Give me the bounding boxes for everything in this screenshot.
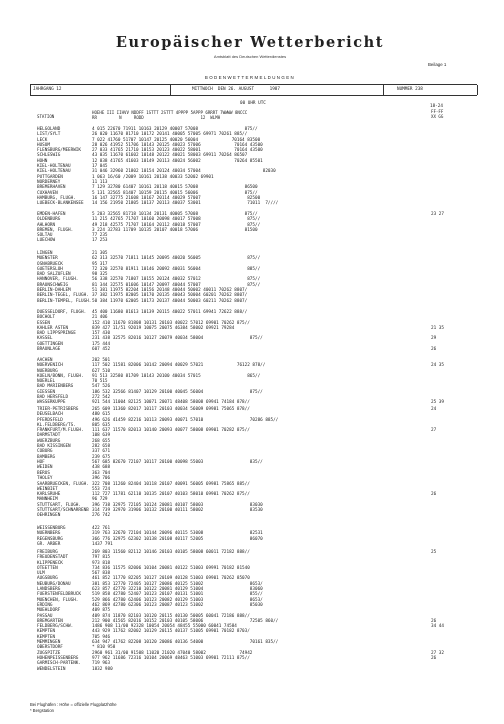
station-data: 623 857 42770 32210 10122 20081 40129 51004 83060 xyxy=(92,587,263,593)
station-data: 553 724 xyxy=(92,486,111,492)
station-name: FRANKFURT/M.FLUGH. xyxy=(37,428,84,434)
station-data: 627 510 xyxy=(92,368,111,374)
station-data: 112 727 11781 62110 10135 20107 40103 58010 69901 70262 875// xyxy=(92,492,250,498)
station-data: 14 156 21950 21805 10137 20113 40037 53001 71011 7//// xyxy=(92,201,279,207)
station-data: 529 866 42780 62406 10123 20082 40129 51003 8653/ xyxy=(92,597,263,603)
station-name: NEUBURG/DONAU xyxy=(37,581,71,587)
station-name: EMDEN-HAFEN xyxy=(37,212,66,217)
station-data: 2960 961 31/00 91508 11020 21020 47040 58002 74942 xyxy=(92,650,253,656)
station-data: 973 818 xyxy=(92,560,111,566)
station-data: 21 406 xyxy=(92,315,108,321)
station-name: NUERNBERG xyxy=(37,531,61,537)
station-data: 839 427 11/51 92019 10075 20075 46384 58002 69921 79284 xyxy=(92,325,235,331)
station-data: 314 739 32970 31906 10132 20100 40111 58002 83530 xyxy=(92,508,263,514)
station-name: BAD KISSINGEN xyxy=(37,444,71,450)
station-name: BAD SALZUFLEN xyxy=(37,272,71,278)
station-data: 422 761 xyxy=(92,526,111,531)
supplement-label: Beilage 1 xyxy=(428,62,447,67)
station-data: 1 063 16/60 /2009 10161 20138 40033 52002 69901 xyxy=(92,174,214,180)
station-data: 96 729 xyxy=(92,497,108,503)
station-data: 11 113 xyxy=(92,179,108,185)
station-data: 77 235 xyxy=(92,233,108,239)
station-data: 117 502 11581 82006 10142 20094 40029 57021 76122 878// xyxy=(92,363,266,369)
station-name: AACHEN xyxy=(37,358,53,363)
station-data: 705 946 xyxy=(92,634,111,640)
station-data: 51 381 11975 82204 10156 20148 40044 50002 40011 70262 8807/ xyxy=(92,288,248,294)
station-data: 7 022 41760 51707 10147 20125 40020 56004 70164 83500 xyxy=(92,137,261,143)
station-name: COBURG xyxy=(37,449,53,455)
station-data: 28 026 41952 51706 10143 20125 40023 57006 70164 43500 xyxy=(92,142,263,148)
station-name: BREMGARTEN xyxy=(37,618,63,624)
station-name: TRIER-PETRISBERG xyxy=(37,407,79,412)
station-name: BAMBERG xyxy=(37,454,56,460)
station-data: 21 305 xyxy=(92,251,108,256)
station-data: 91 513 32580 81709 10143 20100 40034 57015 865// xyxy=(92,373,261,379)
station-data: 409 874 11870 82103 10120 20115 40130 50005 60041 72186 888// xyxy=(92,613,250,619)
station-name: LIST/SYLT xyxy=(37,132,61,138)
station-name: FLENSBURG/MEERWIK xyxy=(37,148,81,154)
station-data: 4 015 22670 71911 10163 20129 40007 57008 875// xyxy=(92,127,258,132)
station-data: 62 313 32570 71811 10145 20095 40020 56005 875// xyxy=(92,256,261,262)
station-name: KL.FELDBERG/TS. xyxy=(37,422,76,428)
station-name: FREUDENSTADT xyxy=(37,555,69,561)
station-name: GR. ARBER xyxy=(37,541,61,547)
station-name: NOERVENICH xyxy=(37,363,63,369)
station-data: 805 635 xyxy=(92,422,111,428)
station-data: 239 675 xyxy=(92,454,111,460)
station-data: 1832 980 xyxy=(92,666,113,672)
station-name: WEINBIET xyxy=(37,486,58,492)
station-name: BERUS xyxy=(37,471,50,476)
station-name: OBERSTDORF xyxy=(37,645,63,651)
station-name: MUENSTER xyxy=(37,256,58,262)
station-data: 17 045 xyxy=(92,164,108,170)
station-data: 43 035 11670 61602 10148 20122 40021 58003 69911 70264 86507 xyxy=(92,153,248,159)
station-data: 396 738 32975 72105 10124 20081 40107 58003 83030 xyxy=(92,502,263,508)
station-name: STUTTGART/SCHNARRENB xyxy=(37,508,89,514)
station-name: BERLIN-DAHLEM xyxy=(37,288,71,294)
station-name: HELGOLAND xyxy=(37,127,61,132)
code-column-header-2: RR N RODD 12 WLMH xyxy=(92,115,221,120)
station-name: LANDSBERG xyxy=(37,587,61,593)
station-data: 734 836 11575 82006 10104 20081 40122 51003 69991 70182 81540 xyxy=(92,565,250,571)
station-name: REGENSBURG xyxy=(37,536,63,542)
station-name: FUERSTENFELDBRUCK xyxy=(37,592,81,598)
observation-time: 00 UHR UTC xyxy=(240,101,266,106)
station-name: DARMSTADT xyxy=(37,433,61,439)
gust-value: 27 32 xyxy=(431,650,444,656)
station-data: 108 639 xyxy=(92,433,111,439)
station-name: KEMPTEN xyxy=(37,629,56,635)
gust-value: 24 35 xyxy=(431,363,444,369)
station-data: 634 947 41762 82208 10120 20086 40136 54000 70161 835// xyxy=(92,640,279,646)
station-name: BREMERHAVEN xyxy=(37,185,66,191)
station-data: 319 763 32670 72104 10144 20096 40115 53008 82531 xyxy=(92,531,263,537)
gust-value: 25 39 xyxy=(431,400,444,406)
station-name: NORDERNEY xyxy=(37,179,61,185)
station-name: LUEBECK-BLANKENSEE xyxy=(37,201,84,207)
station-data: 175 444 xyxy=(92,341,111,347)
station-name: HUSUM xyxy=(37,142,50,148)
station-data: 186 532 32566 81407 10129 20100 40045 56004 875// xyxy=(92,389,263,395)
station-data: 567 685 82670 72107 10117 20100 40098 55003 835// xyxy=(92,459,263,465)
station-data: 157 430 xyxy=(92,331,111,337)
station-data: 443 929 11762 82002 10129 20115 40137 51005 69901 70182 8703/ xyxy=(92,629,250,635)
station-data: 111 637 11570 82013 10140 20093 40077 58008 69901 70282 875// xyxy=(92,428,250,434)
station-data: 607 452 xyxy=(92,347,111,353)
station-name: STUTTGART, FLUGH. xyxy=(37,502,81,508)
station-name: FELDBERG/SCHW. xyxy=(37,624,74,630)
station-name: MEMMINGEN xyxy=(37,640,61,646)
gust-value: 26 xyxy=(431,492,437,498)
header-divider-left xyxy=(30,85,31,95)
station-name: BERLIN-TEGEL, FLUGH. xyxy=(37,293,89,299)
station-data: 27 033 41765 21710 10153 20123 40022 58001 70164 43500 xyxy=(92,148,263,154)
station-name: AUGSBURG xyxy=(37,576,58,582)
gust-value: 26 xyxy=(431,618,437,624)
station-name: BAD LIPPSPRINGE xyxy=(37,331,76,337)
station-data: 567 838 xyxy=(92,571,111,577)
station-name: PUTTGARDEN xyxy=(37,174,63,180)
station-data: 547 526 xyxy=(92,384,111,390)
station-name: WASSERKUPPE xyxy=(37,400,66,406)
station-data: 797 815 xyxy=(92,555,111,561)
station-name: BAD HERSFELD xyxy=(37,395,69,401)
station-name: CUXHAVEN xyxy=(37,190,58,196)
station-name: SOLTAU xyxy=(37,233,53,239)
station-name: HAMBURG, FLUGH. xyxy=(37,195,76,201)
station-data: 276 742 xyxy=(92,513,111,519)
station-data: 212 900 41565 82016 10152 20103 40105 58006 72505 860// xyxy=(92,618,279,624)
gust-value: 21 35 xyxy=(431,325,444,331)
station-data: 1437 791 xyxy=(92,541,113,547)
station-name: WEIDEN xyxy=(37,465,53,471)
station-data: 70 515 xyxy=(92,379,108,385)
station-name: BREMEN, FLUGH. xyxy=(37,227,74,233)
station-name: KIEL-HOLTENAU xyxy=(37,164,71,170)
issue-number: NUMMER 238 xyxy=(397,87,423,92)
station-name: LECK xyxy=(37,137,48,143)
station-data: 3 224 32783 11709 10135 20107 40018 57006 81500 xyxy=(92,227,258,233)
header-divider-right xyxy=(383,85,384,95)
station-data: 719 963 xyxy=(92,661,111,667)
station-data: 50 384 11970 62005 10173 20137 40044 50003 60211 70262 8807/ xyxy=(92,298,248,304)
station-data: 16 147 32775 21608 10167 20114 40029 57007 82500 xyxy=(92,195,261,201)
station-name: FREIBURG xyxy=(37,550,58,555)
station-data: 322 708 11260 82404 10118 20107 40091 56005 69981 75865 885// xyxy=(92,481,250,487)
station-name: BRAUNLAGE xyxy=(37,347,61,353)
station-name: LUECHOW xyxy=(37,238,56,244)
station-data: 269 803 11560 82112 10146 20103 40105 58008 60011 72182 888// xyxy=(92,550,250,555)
station-data: 17 253 xyxy=(92,238,108,244)
station-name: PASSAU xyxy=(37,613,53,619)
station-data: 409 875 xyxy=(92,608,111,614)
station-data: 5 131 32565 81407 10159 20115 40015 56006 875// xyxy=(92,190,258,196)
station-data: 265 609 11360 82017 10117 20103 40034 56009 69981 75065 878// xyxy=(92,407,250,412)
station-data: 49 218 42575 71707 10164 20112 40018 57007 875// xyxy=(92,222,261,228)
station-name: HOF xyxy=(37,459,45,465)
code-column-header: HOEHE III IIHVV NDDFF 1STTT 2STTT 4PPPP 5APPP 6RRRT 7WWWW 8NCCC xyxy=(92,110,248,115)
time-range-column: 18-24 xyxy=(430,104,443,109)
station-name: NOERLEL xyxy=(37,379,56,385)
station-name: MUEHLDORF xyxy=(37,608,61,614)
station-name: KEMPTEN xyxy=(37,634,56,640)
station-data: 496 626 41459 82216 10113 20093 40071 57010 70286 885// xyxy=(92,417,279,423)
station-name: DEUSELBACH xyxy=(37,412,63,418)
station-name: GIESSEN xyxy=(37,389,56,395)
station-name: AHLHORN xyxy=(37,222,56,228)
station-data: 272 542 xyxy=(92,395,111,401)
station-name: KLIPPENECK xyxy=(37,560,63,566)
station-name: OEHRINGEN xyxy=(37,513,61,519)
station-name: OSNABRUECK xyxy=(37,261,63,267)
station-name: NUERBURG xyxy=(37,368,58,374)
station-data: 366 776 32975 62302 10138 20108 40117 52005 86070 xyxy=(92,536,263,542)
station-data: 72 320 32570 81911 10146 20092 40031 56004 885// xyxy=(92,266,261,272)
station-data: 381 853 12770 72405 10127 20086 40125 51002 8653/ xyxy=(92,581,263,587)
station-data: 7 129 32780 61407 10161 20118 40015 57008 86500 xyxy=(92,185,258,191)
station-data: 462 869 42780 62306 10123 20087 40123 51002 85030 xyxy=(92,602,263,608)
station-name: HOHENPEISSENBERG xyxy=(37,655,79,661)
station-name: BRAUNSCHWEIG xyxy=(37,282,69,288)
station-data: 438 688 xyxy=(92,465,111,471)
header-rule-top xyxy=(30,84,477,85)
station-data: 282 658 xyxy=(92,444,111,450)
station-name: GOETTINGEN xyxy=(37,341,63,347)
station-name: BAD MARIENBERG xyxy=(37,384,74,390)
station-data: 363 704 xyxy=(92,471,111,476)
station-name: SCHLESWIG xyxy=(37,153,61,159)
station-name: ESSEN xyxy=(37,320,50,326)
station-data: 268 655 xyxy=(92,438,111,444)
gust-value: 29 xyxy=(431,336,437,342)
gust-value: 34 44 xyxy=(431,624,444,630)
gust-value: 26 xyxy=(431,655,437,661)
station-name: GARMISCH-PARTENK. xyxy=(37,661,81,667)
station-name: MUENCHEN, FLUGH. xyxy=(37,597,79,603)
station-data: 396 706 xyxy=(92,476,111,482)
header-divider-end xyxy=(477,85,478,95)
station-data: * 810 958 xyxy=(92,645,116,651)
report-title: Europäischer Wetterbericht xyxy=(115,34,385,51)
station-data: 31 046 32960 21802 10154 20124 40034 57004 82030 xyxy=(92,169,276,175)
station-name: MANNHEIM xyxy=(37,497,58,503)
station-name: BERLIN-TEMPEL, FLUGH. xyxy=(37,298,92,304)
station-name: BOCHOLT xyxy=(37,315,56,321)
station-data: 11 215 42765 71707 10160 20098 40017 57008 875// xyxy=(92,217,261,223)
station-name: LINGEN xyxy=(37,251,53,256)
station-name: KOELN/BONN, FLUGH. xyxy=(37,373,84,379)
gust-value: 23 27 xyxy=(431,212,444,217)
station-data: 5 203 32565 81718 10134 20131 40005 57008 875// xyxy=(92,212,258,217)
station-name: GUETERSLOH xyxy=(37,266,63,272)
station-data: 152 410 11670 81808 10131 20103 40022 57012 69901 70262 875// xyxy=(92,320,250,326)
station-name: WENDELSTEIN xyxy=(37,666,66,672)
report-subtitle: Amtsblatt des Deutschen Wetterdienstes xyxy=(213,54,287,59)
station-data: 337 671 xyxy=(92,449,111,455)
station-name: WUERZBURG xyxy=(37,438,61,444)
station-data: 480 615 xyxy=(92,412,111,418)
gust-value: 25 xyxy=(431,550,437,555)
station-column-header: STATION xyxy=(37,114,55,119)
header-divider-mid xyxy=(170,85,171,95)
station-name: ULM xyxy=(37,571,45,577)
station-name: ERDING xyxy=(37,602,53,608)
station-data: 81 344 32575 01606 10147 20097 40044 57007 875// xyxy=(92,282,261,288)
section-title: BODENWETTERMELDUNGEN xyxy=(204,75,296,80)
station-data: 26 020 11670 81710 10172 20141 40005 57005 69971 70261 885// xyxy=(92,132,248,138)
footnote-airports: Bei Flughäfen : Höhe = offizielle Flugplatzhöhe xyxy=(30,702,117,707)
station-data: 98 325 xyxy=(92,272,108,278)
station-name: HOHN xyxy=(37,158,48,164)
gust-value: 24 xyxy=(431,407,437,412)
issue-date: MITTWOCH DEN 26. AUGUST 1987 xyxy=(192,87,280,92)
gust-column-header: FF-FF XX GG xyxy=(431,109,444,119)
station-data: 921 544 11004 82125 10071 20071 48408 58008 69941 74184 878// xyxy=(92,400,250,406)
station-data: 37 382 11975 82005 10170 20135 40043 50004 60201 70262 8807/ xyxy=(92,293,248,299)
station-name: OLDENBURG xyxy=(37,217,61,223)
station-data: 12 038 41765 41603 10149 20113 40024 56002 70264 85501 xyxy=(92,158,263,164)
station-name: OTEETTEN xyxy=(37,565,58,571)
station-name: ZUGSPITZE xyxy=(37,650,61,656)
station-name: THOLEY xyxy=(37,476,53,482)
station-name: KAHLER ASTEN xyxy=(37,325,69,331)
station-data: 45 400 11680 81613 10139 20115 40022 57011 69941 72622 888// xyxy=(92,310,248,315)
station-data: 202 501 xyxy=(92,358,111,363)
station-name: DUESSELDORF, FLUGH. xyxy=(37,310,87,315)
gust-value: 26 xyxy=(431,347,437,353)
station-name: PFERDSFELD xyxy=(37,417,63,423)
station-data: 95 317 xyxy=(92,261,108,267)
station-name: KASSEL xyxy=(37,336,53,342)
station-data: 1486 908 11/00 92328 10054 20054 48455 55000 60041 74584 xyxy=(92,624,237,630)
station-name: HANNOVER, FLUGH. xyxy=(37,277,79,283)
station-data: 231 438 32575 82016 10127 20079 40034 58004 875// xyxy=(92,336,263,342)
station-name: KARLSRUHE xyxy=(37,492,61,498)
jahrgang: JAHRGANG 12 xyxy=(33,87,62,92)
footnote-mountain: * Bergstation xyxy=(30,708,54,713)
station-data: 977 962 11686 72316 10104 20069 48463 51003 69901 72111 875// xyxy=(92,655,250,661)
station-name: SAARBRUECKEN, FLUGH. xyxy=(37,481,89,487)
gust-value: 27 xyxy=(431,428,437,434)
station-data: 461 852 11770 82205 10127 20109 40128 51003 69901 70262 85070 xyxy=(92,576,250,582)
station-name: WEISSENBURG xyxy=(37,526,66,531)
station-data: 519 858 42780 52407 10123 20107 40131 51001 855// xyxy=(92,592,263,598)
header-rule-bottom xyxy=(30,95,477,96)
station-data: 56 338 32570 71807 10155 20124 40032 57012 875// xyxy=(92,277,261,283)
station-name: KIEL-HOLTENAU xyxy=(37,169,71,175)
